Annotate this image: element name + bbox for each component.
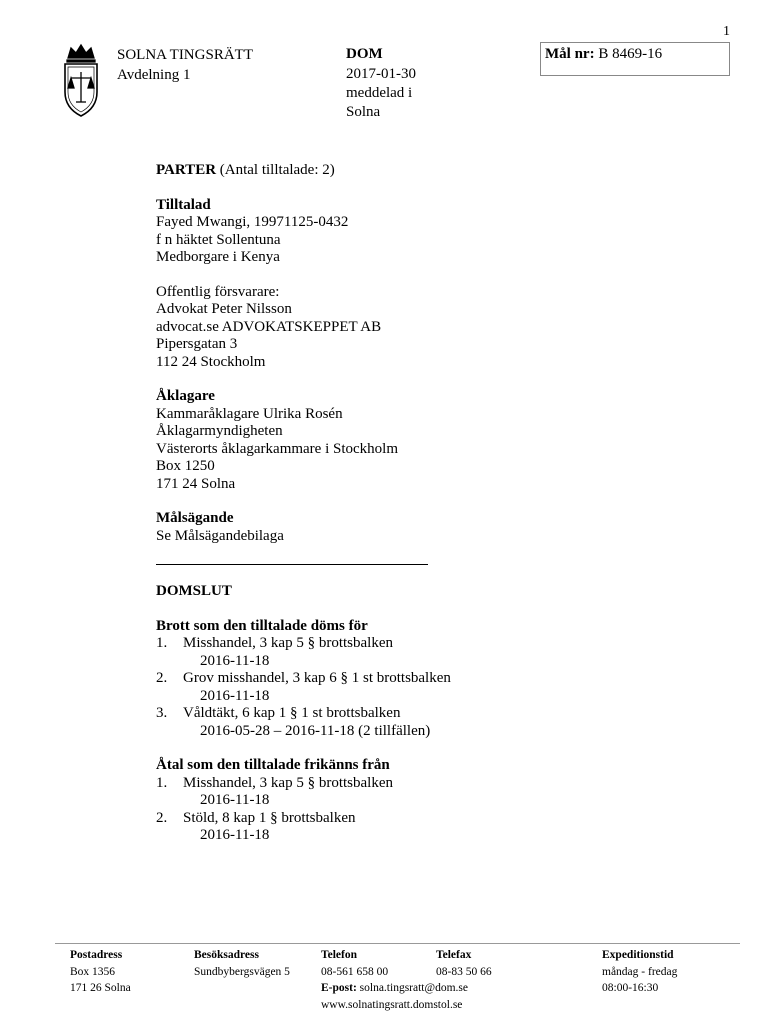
plaintiff-heading: Målsägande (156, 510, 234, 526)
email-link[interactable]: solna.tingsratt@dom.se (359, 982, 468, 994)
document-block (346, 45, 416, 122)
counsel-line: 112 24 Stockholm (156, 353, 266, 370)
announced-line-1: meddelad i (346, 85, 413, 101)
item-number: 1. (156, 635, 168, 651)
counsel-line: Advokat Peter Nilsson (156, 301, 292, 317)
prosecutor-heading: Åklagare (156, 388, 215, 404)
item-date: 2016-11-18 (200, 792, 270, 808)
judgment-body (156, 162, 716, 845)
footer-hours (602, 947, 677, 997)
website-link[interactable]: www.solnatingsratt.domstol.se (321, 998, 463, 1011)
list-item (156, 670, 716, 688)
page-number: 1 (723, 24, 730, 39)
court-crest-icon (58, 42, 104, 120)
defendant-line: f n häktet Sollentuna (156, 231, 281, 248)
prosecutor-line: Åklagarmyndigheten (156, 423, 283, 439)
parties-heading: PARTER (156, 162, 217, 178)
footer-heading: Besöksadress (194, 949, 259, 961)
footer-heading: Expeditionstid (602, 949, 674, 961)
item-offense: Våldtäkt, 6 kap 1 § 1 st brottsbalken (183, 705, 401, 721)
item-number: 1. (156, 774, 168, 791)
footer-heading: Telefax (436, 949, 472, 961)
footer-text: 171 26 Solna (70, 982, 131, 994)
list-item (156, 705, 716, 723)
parties-heading-line (156, 162, 716, 180)
plaintiff-line: Se Målsägandebilaga (156, 527, 284, 544)
verdict-heading: DOMSLUT (156, 583, 232, 599)
footer-text: Box 1356 (70, 965, 116, 978)
case-number-label: Mål nr: (545, 46, 595, 62)
section-divider (156, 564, 428, 565)
announced-line-2: Solna (346, 104, 381, 120)
footer-text: 08:00-16:30 (602, 982, 659, 994)
item-date: 2016-11-18 (200, 827, 270, 843)
counsel-line: Pipersgatan 3 (156, 336, 238, 352)
footer-text: 08-83 50 66 (436, 965, 492, 978)
item-offense: Grov misshandel, 3 kap 6 § 1 st brottsbalken (183, 670, 451, 686)
prosecutor-line: Box 1250 (156, 458, 215, 474)
list-item (156, 810, 716, 828)
item-date: 2016-11-18 (200, 687, 270, 704)
footer-text: 08-561 658 00 (321, 965, 389, 978)
acquitted-heading: Åtal som den tilltalade frikänns från (156, 757, 390, 773)
item-date: 2016-05-28 – 2016-11-18 (2 tillfällen) (200, 722, 431, 739)
footer-visit (194, 947, 290, 980)
footer-fax (436, 947, 492, 980)
document-date: 2017-01-30 (346, 66, 416, 82)
defendant-line: Medborgare i Kenya (156, 249, 280, 265)
case-number-box (540, 42, 730, 76)
court-department: Avdelning 1 (117, 67, 191, 83)
counsel-line: Offentlig försvarare: (156, 283, 280, 300)
item-number: 2. (156, 809, 168, 826)
prosecutor-line: Västerorts åklagarkammare i Stockholm (156, 440, 399, 457)
list-item (156, 635, 716, 653)
list-item (156, 775, 716, 793)
prosecutor-line: Kammaråklagare Ulrika Rosén (156, 405, 343, 422)
defendant-line: Fayed Mwangi, 19971125-0432 (156, 214, 349, 230)
defendant-heading: Tilltalad (156, 196, 211, 213)
footer-text: måndag - fredag (602, 965, 678, 978)
item-number: 3. (156, 705, 168, 721)
footer-heading: Telefon (321, 949, 357, 961)
court-block (117, 45, 253, 85)
item-number: 2. (156, 670, 168, 686)
convicted-heading: Brott som den tilltalade döms för (156, 617, 368, 634)
court-name: SOLNA TINGSRÄTT (117, 47, 253, 63)
footer-heading: Postadress (70, 949, 123, 961)
defendant-count: (Antal tilltalade: 2) (219, 162, 335, 178)
footer-postal (70, 947, 131, 997)
email-label: E-post: (321, 982, 357, 994)
item-offense: Stöld, 8 kap 1 § brottsbalken (183, 809, 356, 826)
footer-email-line (321, 980, 468, 997)
item-offense: Misshandel, 3 kap 5 § brottsbalken (183, 774, 393, 791)
item-offense: Misshandel, 3 kap 5 § brottsbalken (183, 635, 393, 651)
document-type: DOM (346, 46, 383, 62)
counsel-line: advocat.se ADVOKATSKEPPET AB (156, 318, 382, 335)
prosecutor-line: 171 24 Solna (156, 475, 236, 492)
item-date: 2016-11-18 (200, 652, 270, 669)
footer-text: Sundbybergsvägen 5 (194, 965, 290, 978)
case-number: B 8469-16 (598, 46, 663, 62)
footer-divider (55, 943, 740, 944)
